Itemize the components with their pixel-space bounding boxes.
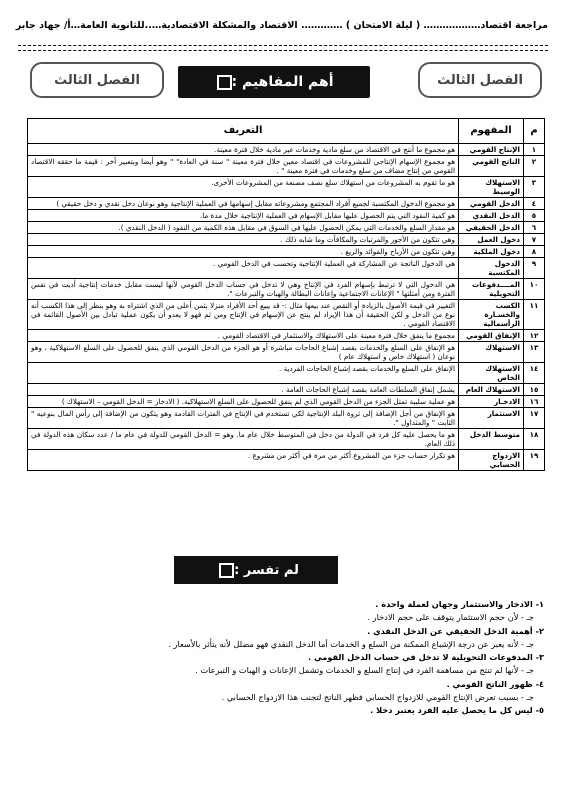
row-definition: مجموع ما ينفق خلال فترة معينة على الاستهلاك والاستثمار في الاقتصاد القومي .	[28, 330, 459, 342]
row-number: ١٦	[524, 396, 545, 408]
answer: جـ - بسبب تعرض الإنتاج القومي للازدواج الحسابي فظهر الناتج لتجنب هذا الازدواج الحسابي .	[221, 692, 534, 703]
column-header-term: المفهوم	[459, 119, 524, 144]
row-number: ٣	[524, 177, 545, 198]
row-definition: يشمل إنفاق السلطات العامة بقصد إشباع الحاجات العامة .	[28, 384, 459, 396]
explain-list	[22, 598, 544, 718]
table-row	[28, 177, 545, 198]
row-number: ١٧	[524, 408, 545, 429]
row-number: ٦	[524, 222, 545, 234]
table-row	[28, 156, 545, 177]
table-row	[28, 363, 545, 384]
table-row	[28, 408, 545, 429]
row-number: ١٢	[524, 330, 545, 342]
row-term: الاستهلاك	[459, 342, 524, 363]
row-number: ٥	[524, 210, 545, 222]
row-number: ٩	[524, 258, 545, 279]
row-term: الدخل القومي	[459, 198, 524, 210]
row-term: دخول الملكية	[459, 246, 524, 258]
table-row	[28, 330, 545, 342]
divider	[18, 45, 548, 46]
row-number: ١٨	[524, 429, 545, 450]
row-definition: هو مقدار السلع والخدمات التي يمكن الحصول عليها في السوق في مقابل هذه الكمية من النقود ( الدخل النقدي ).	[28, 222, 459, 234]
row-term: الإنفاق القومي	[459, 330, 524, 342]
table-row	[28, 222, 545, 234]
row-number: ١١	[524, 300, 545, 330]
row-definition: هو مجموع الإسهام الإنتاجي للمشروعات في اقتصاد معين خلال فترة معينة " سنة في العادة" " وهو أيضا وبتعبير آخر : قيمة ما حققه الاقتصاد القومي من إنتاج مضاف من سلع وخدمات في فترة معينة " .	[28, 156, 459, 177]
question: ١- الادخار والاستثمار وجهان لعملة واحدة .	[375, 599, 544, 609]
row-term: المــــدفوعات التحويلية	[459, 279, 524, 300]
chapter-label-left: الفصل الثالث	[30, 62, 164, 98]
question: ٥- ليس كل ما يحصل عليه الفرد يعتبر دخلا .	[370, 705, 544, 716]
table-row	[28, 210, 545, 222]
row-definition: هو كمية النقود التي يتم الحصول عليها مقابل الإسهام في العملية الإنتاجية خلال مدة ما.	[28, 210, 459, 222]
chapter-label-right: الفصل الثالث	[418, 62, 542, 98]
question: ٤- ظهور الناتج القومي .	[446, 678, 544, 689]
row-definition: وهي تتكون من الأرباح والفوائد والريع .	[28, 246, 459, 258]
table-row	[28, 198, 545, 210]
row-term: الكسب والخسـارة الرأسمالية	[459, 300, 524, 330]
row-term: دخول العمل	[459, 234, 524, 246]
row-term: الدخل النقدي	[459, 210, 524, 222]
row-term: متوسط الدخل	[459, 429, 524, 450]
row-term: الازدواج الحسابي	[459, 450, 524, 471]
row-term: الادخـار	[459, 396, 524, 408]
section-title-explain	[174, 556, 338, 584]
row-term: الاستهلاك الخاص	[459, 363, 524, 384]
square-icon	[217, 75, 232, 90]
row-definition: هو مجموع ما أنتج في الاقتصاد من سلع مادية وخدمات غير مادية خلال فترة معينة.	[28, 144, 459, 156]
row-definition: هو ما تقوم به المشروعات من استهلاك سلع نصف مصنعة من المشروعات الأخرى.	[28, 177, 459, 198]
row-definition: هو مجموع الدخول المكتسبة لجميع أفراد المجتمع ومشروعاته مقابل إسهامها في العملية الإنتاجية وهو نوعان دخل نقدي و دخل حقيقي )	[28, 198, 459, 210]
answer: جـ - لأنه يعبر عن درجة الإشباع الممكنة من السلع و الخدمات أما الدخل النقدي فهو مضلل لأنه يتأثر بالأسعار .	[168, 638, 534, 649]
row-term: الدخول المكتسبة	[459, 258, 524, 279]
row-definition: الإنفاق على السلع والخدمات بقصد إشباع الحاجات الفردية .	[28, 363, 459, 384]
table-row	[28, 246, 545, 258]
table-row	[28, 342, 545, 363]
answer: جـ - لأن حجم الاستثمار يتوقف على حجم الادخار .	[367, 612, 534, 623]
row-term: الناتج القومي	[459, 156, 524, 177]
row-definition: هي الدخول الناتجة عن المشاركة في العملية الإنتاجية وتحسب في الدخل القومي .	[28, 258, 459, 279]
row-number: ٢	[524, 156, 545, 177]
row-definition: التغيير في قيمة الأصول بالزيادة أو النقص عند بيعها مثال :- قد يبيع أحد الأفراد منزلا بثمن أعلى من الذي اشتراه به وهو بنظر إلى هذا الكسب أنه نوع من الدخل و لكن الحقيقة أن هذا الإيراد لم ينتج عن الإسهام في الإنتاج ومن ثم فهو لا يعدو أن يكون عملية تبادل بين الأصول القائمة في الاقتصاد القومي .	[28, 300, 459, 330]
row-number: ١٥	[524, 384, 545, 396]
square-icon	[219, 563, 234, 578]
row-definition: هي الدخول التي لا ترتبط بإسهام الفرد في الإنتاج وهي لا تدخل في حساب الدخل القومي لأنها ليست مقابل خدمات إنتاجية أديت في نفس الفترة ومن أمثلتها " الإعانات الاجتماعية وإعانات البطالة والهبات والتبرعات ".	[28, 279, 459, 300]
row-number: ٧	[524, 234, 545, 246]
section-title-text: أهم المفاهيم :	[231, 74, 334, 90]
divider	[18, 50, 548, 51]
row-definition: هو تكرار حساب جزء من المشروع أكثر من مرة في أكثر من مشروع .	[28, 450, 459, 471]
row-number: ١٣	[524, 342, 545, 363]
column-header-definition: التعريف	[28, 119, 459, 144]
table-row	[28, 300, 545, 330]
row-definition: هو ما يحصل عليه كل فرد في الدولة من دخل في المتوسط خلال عام ما. وهو = الدخل القومي للدولة في عام ما / عدد سكان هذه الدولة في ذلك العام.	[28, 429, 459, 450]
section-title-text: لم تفسر :	[234, 562, 299, 578]
column-header-num: م	[524, 119, 545, 144]
row-number: ١٤	[524, 363, 545, 384]
question: ٢- أهمية الدخل الحقيقي عن الدخل النقدي .	[367, 625, 544, 636]
row-definition: هو الإنفاق على السلع والخدمات بقصد إشباع الحاجات مباشرة أو هو الجزء من الدخل القومي الذي ينفق للحصول على السلع الاستهلاكية ، وهو نوعان ( استهلاك خاص و استهلاك عام )	[28, 342, 459, 363]
answer: جـ - لأنها لم تنتج من مساهمة الفرد في إنتاج السلع و الخدمات وتشمل الإعانات و الهبات و التبرعات .	[195, 665, 534, 676]
table-row	[28, 234, 545, 246]
row-definition: هو عملية سلبية تمثل الجزء من الدخل القومي الذي لم ينفق للحصول على السلع الاستهلاكية. ( الادخار = الدخل القومي – الاستهلاك )	[28, 396, 459, 408]
table-row	[28, 258, 545, 279]
table-row	[28, 384, 545, 396]
row-definition: هو الإنفاق من أجل الإضافة إلى ثروة البلد الإنتاجية لكي تستخدم في الإنتاج في الفترات القادمة وهو يتكون من الإضافة إلى رأس المال بنوعيه " الثابت " والمتداول ".	[28, 408, 459, 429]
table-row	[28, 396, 545, 408]
row-number: ١٩	[524, 450, 545, 471]
table-row	[28, 144, 545, 156]
row-term: الاستثمار	[459, 408, 524, 429]
row-term: الدخل الحقيقي	[459, 222, 524, 234]
concepts-table	[27, 118, 545, 471]
row-definition: وهي تتكون من الأجور والمرتبات والمكافآت وما شابه ذلك .	[28, 234, 459, 246]
page-header: مراجعة اقتصاد……………… ( ليلة الامتحان ) …………. الاقتصاد والمشكلة الاقتصادية…..للثانوية العامة…أ/ جهاد جابر	[15, 20, 548, 31]
row-number: ٨	[524, 246, 545, 258]
table-header-row	[28, 119, 545, 144]
row-number: ١٠	[524, 279, 545, 300]
section-title-concepts	[178, 66, 370, 98]
row-term: الاستهلاك العام	[459, 384, 524, 396]
row-term: الإنتاج القومي	[459, 144, 524, 156]
table-row	[28, 450, 545, 471]
question: ٣- المدفوعات التحويلية لا تدخل في حساب الدخل القومي .	[308, 652, 544, 663]
table-row	[28, 279, 545, 300]
row-number: ٤	[524, 198, 545, 210]
row-term: الاستهلاك الوسيط	[459, 177, 524, 198]
table-row	[28, 429, 545, 450]
row-number: ١	[524, 144, 545, 156]
